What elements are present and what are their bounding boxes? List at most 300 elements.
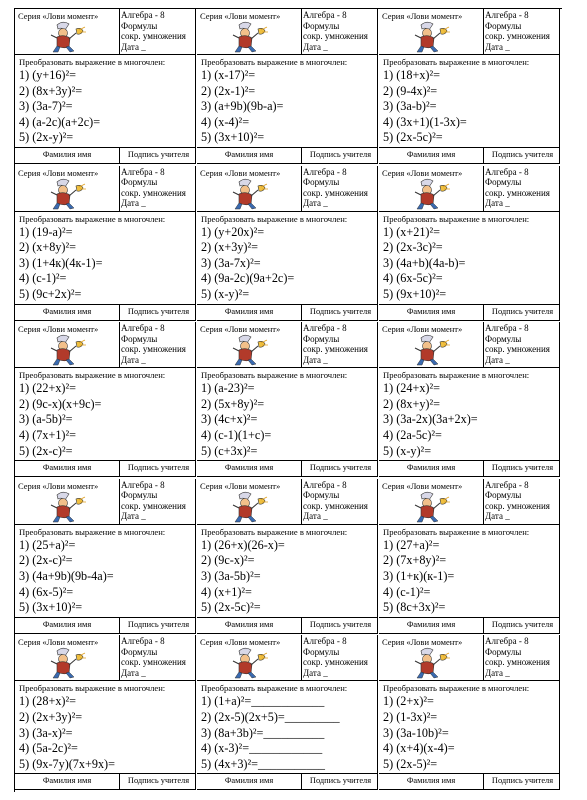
worksheet-card — [15, 166, 196, 321]
header-series-cell — [379, 322, 484, 367]
exercise-list — [19, 538, 114, 616]
topic-line-2: сокр. умножения — [485, 344, 550, 355]
mascot-image — [407, 21, 453, 54]
header-subject-cell — [121, 636, 195, 678]
series-title: Серия «Лови момент» — [200, 167, 281, 178]
student-name-label: Фамилия имя — [379, 618, 484, 633]
subject-label: Алгебра - 8 — [485, 479, 529, 490]
student-name-label: Фамилия имя — [197, 461, 302, 476]
exercise-item: 4) (x-4)²= — [201, 114, 250, 129]
teacher-signature-label: Подпись учителя — [491, 776, 554, 786]
exercise-item: 3) (3a-x)²= — [19, 725, 73, 740]
task-instruction: Преобразовать выражение в многочлен: — [19, 370, 166, 381]
header-series-cell — [197, 9, 302, 54]
header-series-cell — [379, 479, 484, 524]
task-instruction: Преобразовать выражение в многочлен: — [201, 57, 348, 67]
header-subject-cell — [485, 636, 559, 678]
card-footer — [197, 773, 378, 789]
header-subject-cell — [303, 480, 377, 522]
series-title: Серия «Лови момент» — [18, 637, 99, 648]
header-series-cell — [15, 479, 120, 524]
teacher-signature-label: Подпись учителя — [309, 150, 372, 159]
topic-line-2: сокр. умножения — [121, 344, 186, 355]
header-subject-cell — [303, 10, 377, 52]
header-subject-cell — [485, 10, 559, 52]
exercise-item: 2) (2x-5)(2x+5)=_________ — [201, 709, 340, 724]
card-body — [197, 55, 378, 147]
topic-line-1: Формулы — [485, 646, 522, 657]
date-label: Дата _ — [485, 41, 510, 52]
mascot-image — [43, 647, 89, 680]
card-header — [15, 166, 196, 212]
teacher-signature-label: Подпись учителя — [127, 306, 190, 316]
student-name-label: Фамилия имя — [15, 305, 120, 320]
topic-line-1: Формулы — [485, 20, 522, 31]
exercise-item: 2) (9c-x)²= — [201, 553, 255, 568]
exercise-item: 5) (3x+10)²= — [201, 130, 265, 145]
exercise-item: 4) (a-2c)(a+2c)= — [19, 114, 101, 129]
date-label: Дата _ — [121, 41, 146, 52]
header-series-cell — [15, 322, 120, 367]
task-instruction: Преобразовать выражение в многочлен: — [383, 57, 530, 67]
task-instruction: Преобразовать выражение в многочлен: — [201, 526, 348, 537]
teacher-signature-label: Подпись учителя — [491, 619, 554, 629]
header-series-cell — [379, 635, 484, 680]
topic-line-2: сокр. умножения — [485, 187, 550, 198]
series-title: Серия «Лови момент» — [200, 637, 281, 648]
series-title: Серия «Лови момент» — [382, 480, 463, 491]
exercise-item: 3) (3a-10b)²= — [383, 725, 449, 740]
exercise-item: 5) (2x-5c)²= — [201, 600, 261, 615]
exercise-item: 5) (9c+2x)²= — [19, 286, 82, 301]
date-label: Дата _ — [303, 511, 328, 522]
mascot-image — [407, 178, 453, 211]
task-instruction: Преобразовать выражение в многочлен: — [383, 213, 530, 224]
student-name-label: Фамилия имя — [15, 148, 120, 163]
task-instruction: Преобразовать выражение в многочлен: — [383, 370, 530, 381]
card-header — [197, 166, 378, 212]
exercise-list — [201, 225, 294, 303]
student-name-label: Фамилия имя — [15, 461, 120, 476]
teacher-signature-label: Подпись учителя — [127, 776, 190, 786]
exercise-item: 1) (x+21)²= — [383, 224, 440, 239]
exercise-item: 4) (x-3)²=____________ — [201, 741, 323, 756]
exercise-item: 3) (4c+x)²= — [201, 412, 258, 427]
exercise-list — [201, 381, 271, 459]
student-name-label: Фамилия имя — [379, 305, 484, 320]
date-label: Дата _ — [485, 354, 510, 365]
topic-line-2: сокр. умножения — [121, 187, 186, 198]
card-header — [15, 635, 196, 681]
worksheet-card — [379, 9, 560, 164]
topic-line-1: Формулы — [121, 177, 158, 188]
worksheet-card — [197, 479, 378, 634]
header-subject-cell — [303, 167, 377, 209]
card-footer — [197, 460, 378, 476]
card-body — [15, 55, 196, 147]
exercise-item: 1) (y+20x)²= — [201, 224, 265, 239]
exercise-item: 1) (27+a)²= — [383, 537, 440, 552]
card-header — [197, 322, 378, 368]
date-label: Дата _ — [303, 41, 328, 52]
exercise-item: 1) (28+x)²= — [19, 694, 76, 709]
mascot-image — [43, 491, 89, 524]
series-title: Серия «Лови момент» — [18, 480, 99, 491]
teacher-signature-label: Подпись учителя — [309, 306, 372, 316]
card-header — [379, 166, 560, 212]
exercise-list — [201, 538, 285, 616]
exercise-item: 1) (24+x)²= — [383, 381, 440, 396]
exercise-item: 5) (c+3x)²= — [201, 443, 258, 458]
exercise-list — [383, 538, 454, 616]
exercise-item: 1) (22+x)²= — [19, 381, 76, 396]
exercise-item: 5) (8c+3x)²= — [383, 600, 446, 615]
topic-line-2: сокр. умножения — [303, 31, 368, 41]
exercise-item: 3) (4a+9b)(9b-4a)= — [19, 568, 114, 583]
exercise-item: 2) (1-3x)²= — [383, 709, 438, 724]
topic-line-2: сокр. умножения — [485, 500, 550, 511]
subject-label: Алгебра - 8 — [121, 10, 165, 20]
subject-label: Алгебра - 8 — [485, 10, 529, 20]
card-header — [379, 479, 560, 525]
exercise-item: 1) (25+a)²= — [19, 537, 76, 552]
task-instruction: Преобразовать выражение в многочлен: — [19, 57, 166, 67]
student-name-label: Фамилия имя — [15, 618, 120, 633]
header-series-cell — [197, 322, 302, 367]
exercise-item: 4) (c-1)(1+c)= — [201, 427, 272, 442]
exercise-item: 3) (1+к)(к-1)= — [383, 568, 455, 583]
worksheet-card — [197, 322, 378, 477]
mascot-image — [225, 491, 271, 524]
worksheet-card — [197, 9, 378, 164]
exercise-list — [201, 68, 283, 146]
worksheet-card — [379, 635, 560, 790]
subject-label: Алгебра - 8 — [121, 166, 165, 177]
subject-label: Алгебра - 8 — [121, 479, 165, 490]
topic-line-1: Формулы — [485, 490, 522, 501]
card-body — [15, 368, 196, 460]
student-name-label: Фамилия имя — [379, 148, 484, 163]
mascot-image — [225, 21, 271, 54]
topic-line-2: сокр. умножения — [121, 500, 186, 511]
exercise-list — [19, 225, 102, 303]
exercise-item: 3) (3a-2x)(3a+2x)= — [383, 412, 478, 427]
exercise-list — [19, 68, 100, 146]
card-body — [197, 525, 378, 617]
exercise-item: 1) (1+a)²=____________ — [201, 694, 325, 709]
mascot-image — [407, 334, 453, 367]
mascot-image — [407, 647, 453, 680]
exercise-item: 5) (3x+10)²= — [19, 600, 83, 615]
exercise-item: 2) (2x-3c)²= — [383, 240, 443, 255]
exercise-item: 1) (26+x)(26-x)= — [201, 537, 285, 552]
topic-line-1: Формулы — [121, 490, 158, 501]
series-title: Серия «Лови момент» — [200, 324, 281, 335]
exercise-item: 1) (2+x)²= — [383, 694, 434, 709]
worksheet-card — [15, 479, 196, 634]
exercise-item: 5) (2x-5c)²= — [383, 130, 443, 145]
mascot-image — [225, 334, 271, 367]
exercise-item: 2) (x+8y)²= — [19, 240, 76, 255]
exercise-item: 3) (3a-7)²= — [19, 99, 73, 114]
mascot-image — [43, 178, 89, 211]
exercise-item: 2) (8x+y)²= — [383, 396, 440, 411]
topic-line-1: Формулы — [303, 20, 340, 31]
header-subject-cell — [121, 480, 195, 522]
header-series-cell — [197, 479, 302, 524]
card-header — [379, 322, 560, 368]
exercise-item: 5) (9x-7y)(7x+9x)= — [19, 756, 115, 771]
student-name-label: Фамилия имя — [379, 774, 484, 789]
teacher-signature-label: Подпись учителя — [127, 463, 190, 473]
card-footer — [197, 617, 378, 633]
exercise-item: 3) (3a-b)²= — [383, 99, 437, 114]
student-name-label: Фамилия имя — [197, 305, 302, 320]
subject-label: Алгебра - 8 — [303, 636, 347, 647]
header-subject-cell — [485, 480, 559, 522]
exercise-item: 3) (1+4к)(4к-1)= — [19, 255, 103, 270]
card-header — [197, 9, 378, 55]
series-title: Серия «Лови момент» — [382, 11, 463, 21]
student-name-label: Фамилия имя — [197, 148, 302, 163]
exercise-item: 4) (6x-5)²= — [19, 584, 74, 599]
mascot-image — [225, 178, 271, 211]
card-body — [197, 212, 378, 304]
worksheet-card — [15, 9, 196, 164]
exercise-item: 5) (9x+10)²= — [383, 286, 447, 301]
subject-label: Алгебра - 8 — [303, 479, 347, 490]
card-body — [379, 212, 560, 304]
series-title: Серия «Лови момент» — [382, 167, 463, 178]
series-title: Серия «Лови момент» — [18, 11, 99, 21]
card-body — [15, 212, 196, 304]
date-label: Дата _ — [121, 198, 146, 209]
mascot-image — [43, 21, 89, 54]
header-subject-cell — [485, 167, 559, 209]
student-name-label: Фамилия имя — [197, 618, 302, 633]
date-label: Дата _ — [303, 354, 328, 365]
exercise-item: 4) (7x+1)²= — [19, 427, 76, 442]
subject-label: Алгебра - 8 — [303, 166, 347, 177]
exercise-item: 2) (2x-1)²= — [201, 83, 256, 98]
task-instruction: Преобразовать выражение в многочлен: — [19, 526, 166, 537]
topic-line-1: Формулы — [121, 20, 158, 31]
exercise-item: 4) (x+1)²= — [201, 584, 252, 599]
header-subject-cell — [121, 10, 195, 52]
exercise-item: 2) (2x+3y)²= — [19, 709, 83, 724]
card-footer — [15, 460, 196, 476]
topic-line-1: Формулы — [303, 177, 340, 188]
teacher-signature-label: Подпись учителя — [127, 619, 190, 629]
mascot-image — [407, 491, 453, 524]
card-header — [15, 479, 196, 525]
header-series-cell — [379, 9, 484, 54]
exercise-list — [201, 694, 340, 772]
header-subject-cell — [303, 636, 377, 678]
mascot-image — [225, 647, 271, 680]
teacher-signature-label: Подпись учителя — [309, 463, 372, 473]
exercise-item: 5) (4x+3)²=___________ — [201, 756, 326, 771]
card-body — [197, 681, 378, 773]
header-subject-cell — [121, 167, 195, 209]
worksheet-card — [379, 166, 560, 321]
card-footer — [379, 773, 560, 789]
subject-label: Алгебра - 8 — [121, 323, 165, 334]
date-label: Дата _ — [303, 667, 328, 678]
exercise-item: 5) (2x-c)²= — [19, 443, 73, 458]
card-header — [197, 479, 378, 525]
task-instruction: Преобразовать выражение в многочлен: — [383, 683, 530, 694]
topic-line-1: Формулы — [303, 646, 340, 657]
exercise-item: 4) (9a-2c)(9a+2c)= — [201, 271, 295, 286]
topic-line-2: сокр. умножения — [121, 657, 186, 668]
subject-label: Алгебра - 8 — [303, 323, 347, 334]
card-footer — [379, 617, 560, 633]
topic-line-2: сокр. умножения — [121, 31, 186, 41]
exercise-list — [383, 381, 478, 459]
teacher-signature-label: Подпись учителя — [491, 150, 554, 159]
header-series-cell — [15, 635, 120, 680]
subject-label: Алгебра - 8 — [485, 636, 529, 647]
exercise-item: 2) (9c-x)(x+9c)= — [19, 396, 102, 411]
topic-line-1: Формулы — [303, 490, 340, 501]
card-footer — [15, 147, 196, 163]
topic-line-1: Формулы — [121, 646, 158, 657]
header-subject-cell — [303, 323, 377, 365]
card-body — [15, 525, 196, 617]
exercise-item: 4) (c-1)²= — [19, 271, 67, 286]
exercise-item: 2) (9-4x)²= — [383, 83, 438, 98]
header-series-cell — [15, 166, 120, 211]
worksheet-card — [15, 322, 196, 477]
card-footer — [379, 147, 560, 163]
subject-label: Алгебра - 8 — [485, 166, 529, 177]
exercise-list — [19, 694, 115, 772]
card-body — [15, 681, 196, 773]
topic-line-2: сокр. умножения — [303, 657, 368, 668]
header-series-cell — [379, 166, 484, 211]
header-series-cell — [15, 9, 120, 54]
exercise-item: 5) (x-y)²= — [383, 443, 432, 458]
exercise-item: 3) (8a+3b)²=__________ — [201, 725, 325, 740]
date-label: Дата _ — [485, 198, 510, 209]
student-name-label: Фамилия имя — [15, 774, 120, 789]
card-footer — [15, 617, 196, 633]
exercise-item: 4) (x+4)(x-4)= — [383, 741, 455, 756]
exercise-list — [19, 381, 101, 459]
card-footer — [15, 304, 196, 320]
exercise-item: 1) (x-17)²= — [201, 68, 256, 82]
card-footer — [379, 304, 560, 320]
date-label: Дата _ — [485, 667, 510, 678]
topic-line-2: сокр. умножения — [303, 344, 368, 355]
card-footer — [197, 304, 378, 320]
exercise-list — [383, 694, 455, 772]
card-header — [197, 635, 378, 681]
topic-line-2: сокр. умножения — [303, 500, 368, 511]
topic-line-2: сокр. умножения — [485, 657, 550, 668]
card-header — [379, 9, 560, 55]
exercise-item: 1) (19-a)²= — [19, 224, 73, 239]
card-body — [379, 55, 560, 147]
worksheet-card — [379, 479, 560, 634]
card-body — [197, 368, 378, 460]
card-header — [379, 635, 560, 681]
topic-line-1: Формулы — [485, 333, 522, 344]
exercise-item: 3) (a+9b)(9b-a)= — [201, 99, 284, 114]
card-footer — [197, 147, 378, 163]
exercise-item: 4) (6x-5c)²= — [383, 271, 443, 286]
series-title: Серия «Лови момент» — [18, 167, 99, 178]
exercise-item: 1) (a-23)²= — [201, 381, 255, 396]
student-name-label: Фамилия имя — [197, 774, 302, 789]
date-label: Дата _ — [121, 667, 146, 678]
series-title: Серия «Лови момент» — [382, 324, 463, 335]
student-name-label: Фамилия имя — [379, 461, 484, 476]
exercise-item: 3) (3a-7x)²= — [201, 255, 261, 270]
teacher-signature-label: Подпись учителя — [309, 776, 372, 786]
task-instruction: Преобразовать выражение в многочлен: — [201, 213, 348, 224]
exercise-item: 5) (2x-y)²= — [19, 130, 74, 145]
header-subject-cell — [485, 323, 559, 365]
series-title: Серия «Лови момент» — [382, 637, 463, 648]
task-instruction: Преобразовать выражение в многочлен: — [19, 683, 166, 694]
exercise-item: 1) (y+16)²= — [19, 68, 76, 82]
exercise-item: 3) (3a-5b)²= — [201, 568, 261, 583]
topic-line-1: Формулы — [121, 333, 158, 344]
task-instruction: Преобразовать выражение в многочлен: — [383, 526, 530, 537]
topic-line-2: сокр. умножения — [485, 31, 550, 41]
teacher-signature-label: Подпись учителя — [127, 150, 190, 159]
date-label: Дата _ — [121, 354, 146, 365]
topic-line-1: Формулы — [303, 333, 340, 344]
series-title: Серия «Лови момент» — [200, 480, 281, 491]
exercise-list — [383, 68, 467, 146]
task-instruction: Преобразовать выражение в многочлен: — [19, 213, 166, 224]
worksheet-card — [379, 322, 560, 477]
topic-line-1: Формулы — [485, 177, 522, 188]
exercise-item: 2) (x+3y)²= — [201, 240, 258, 255]
series-title: Серия «Лови момент» — [200, 11, 281, 21]
subject-label: Алгебра - 8 — [485, 323, 529, 334]
card-header — [15, 9, 196, 55]
exercise-item: 4) (2a-5c)²= — [383, 427, 442, 442]
date-label: Дата _ — [485, 511, 510, 522]
exercise-item: 2) (2x-c)²= — [19, 553, 73, 568]
topic-line-2: сокр. умножения — [303, 187, 368, 198]
card-body — [379, 368, 560, 460]
worksheet-card — [15, 635, 196, 790]
exercise-item: 4) (c-1)²= — [383, 584, 431, 599]
exercise-item: 4) (5a-2c)²= — [19, 741, 78, 756]
exercise-item: 3) (4a+b)(4a-b)= — [383, 255, 466, 270]
task-instruction: Преобразовать выражение в многочлен: — [201, 370, 348, 381]
card-body — [379, 525, 560, 617]
task-instruction: Преобразовать выражение в многочлен: — [201, 683, 348, 694]
teacher-signature-label: Подпись учителя — [491, 306, 554, 316]
card-footer — [15, 773, 196, 789]
subject-label: Алгебра - 8 — [121, 636, 165, 647]
subject-label: Алгебра - 8 — [303, 10, 347, 20]
exercise-item: 4) (3x+1)(1-3x)= — [383, 114, 467, 129]
worksheet-grid — [14, 8, 562, 792]
teacher-signature-label: Подпись учителя — [309, 619, 372, 629]
worksheet-card — [197, 166, 378, 321]
teacher-signature-label: Подпись учителя — [491, 463, 554, 473]
header-series-cell — [197, 166, 302, 211]
exercise-item: 2) (8x+3y)²= — [19, 83, 83, 98]
header-subject-cell — [121, 323, 195, 365]
